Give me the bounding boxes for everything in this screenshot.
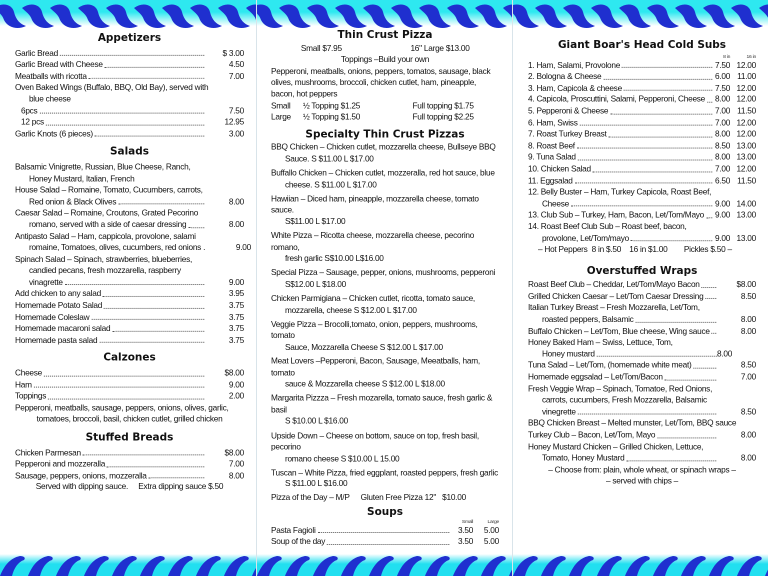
item-name: Pasta Fagioli [271,524,316,535]
specialty-pizza [271,142,499,165]
menu-item [528,60,756,72]
menu-item [528,163,756,175]
price-8in: 9.00 [715,198,731,209]
item-description: 12. Belly Buster – Ham, Turkey Capicola, Roast Beef, [528,186,712,197]
item-price: 8.00 [740,325,756,336]
small-pizza-price: Small $7.95 [300,42,342,53]
gluten-free-pizza: Gluten Free Pizza 12" $10.00 [360,492,466,503]
large-price: 5.00 [483,524,499,535]
item-price: 8.50 [740,360,756,371]
size-label: Small [271,100,291,111]
item-name: Grilled Chicken Caesar – Let/Tom Caesar Dressing [528,290,704,301]
pizza-sizes [271,43,499,55]
wave-border-top [513,0,768,32]
toppings-list: Pepperoni, meatballs, sausage, peppers, onions, olives, garlic, [15,402,229,413]
item-name: Soup of the day [271,536,326,547]
item-name: vinegrette [541,406,576,417]
size-large-label: Large [487,518,499,525]
pizza-price: sauce & Mozzarella cheese S $12.00 L $18.00 [284,378,445,389]
item-name: Honey mustard [541,348,595,359]
item-price: 3.95 [228,288,244,299]
menu-item [15,470,244,482]
specialty-pizza [271,167,499,190]
size-small-label: Small [461,518,474,525]
item-description: Antipasto Salad – Ham, cappicola, provolone, salami [15,230,196,241]
item-name: Garlic Knots (6 pieces) [15,128,93,139]
item-name: Red onion & Black Olives [28,196,117,207]
toppings-list: Pepperoni, meatballs, onions, peppers, tomatos, sausage, black olives, mushrooms, broccoli, chicken cutlet, ham, pineapple, bacon, hot peppers [271,65,491,99]
item-price: $8.00 [224,446,244,457]
item-price: 9.00 [235,242,251,253]
dressing-list: Honey Mustard, Italian, French [28,172,135,183]
price-8in: 7.00 [715,117,731,128]
item-name: Tuna Salad – Let/Tom, (homemade white meat) [528,360,692,371]
item-name: Add chicken to any salad [15,288,101,299]
item-name: 2. Bologna & Cheese [528,71,602,82]
menu-item [528,233,756,245]
pizza-description: Tuscan – White Pizza, fried eggplant, roasted peppers, fresh garlic [271,467,498,478]
menu-item [528,83,756,95]
pizza-description: Margarita Pizzza – Fresh mozarella, tomato sauce, fresh garlic & basil [271,392,493,415]
item-name: 7. Roast Turkey Breast [528,128,607,139]
sub-extras: – Hot Peppers 8 in $.50 16 in $1.00 Pickles $.50 – [537,244,732,255]
menu-item [528,314,756,326]
pizza-description: Buffallo Chicken – Chicken cutlet, mozzeralla, red hot sauce, blue [271,167,495,178]
half-topping-price: ½ Topping $1.25 [302,100,361,111]
item-name: 12 pcs [20,116,44,127]
price-8in: 9.00 [715,209,731,220]
item-name: Toppings [15,390,47,401]
menu-item [15,288,244,300]
section-title-stuffed-breads: Stuffed Breads [85,431,174,444]
price-16in: 12.00 [736,117,756,128]
menu-item [15,128,244,140]
item-price: 7.50 [228,105,244,116]
item-name: 13. Club Sub – Turkey, Ham, Bacon, Let/Tom/Mayo [528,209,705,220]
pizza-price: mozzarella, cheese S $12.00 L $17.00 [284,304,417,315]
price-8in: 9.00 [715,232,731,243]
pizza-price: S $11.00 L $16.00 [284,478,348,489]
item-name: 6. Ham, Swiss [528,117,578,128]
pizza-description: White Pizza – Ricotta cheese, mozzarella cheese, pecorino romano, [271,230,475,252]
item-name: Garlic Bread [15,47,58,58]
pizza-price: Sauce, Mozzarella Cheese S $12.00 L $17.00 [284,341,443,352]
item-description: Honey Baked Ham – Swiss, Lettuce, Tom, [528,337,673,348]
item-name: 1. Ham, Salami, Provolone [528,59,621,70]
menu-item [15,59,244,71]
section-title-soups: Soups [367,506,403,519]
item-name: Homemade pasta salad [15,334,98,345]
item-name: Pepperoni and mozzeralla [15,458,106,469]
menu-item [271,525,499,537]
menu-item [528,279,756,291]
item-price: 2.00 [228,390,244,401]
pizza-description: Upside Down – Cheese on bottom, sauce on top, fresh basil, pecorino [271,429,479,452]
large-pizza-price: 16" Large $13.00 [410,42,470,53]
item-description: House Salad – Romaine, Tomato, Cucumbers, carrots, [15,184,203,195]
item-price: 8.00 [740,313,756,324]
item-name: 6pcs [20,105,38,116]
item-description: Oven Baked Wings (Buffalo, BBQ, Old Bay), served with [15,82,209,93]
price-16in: 13.00 [736,209,756,220]
menu-item [15,459,244,471]
item-name: Cheese [541,198,569,209]
item-price: $8.00 [736,279,756,290]
menu-item [528,291,756,303]
item-name: vinagrette [28,276,63,287]
left-column-content [15,30,251,548]
specialty-pizza [271,230,499,265]
item-price: 7.00 [228,70,244,81]
menu-item [15,379,244,391]
topping-price-row [271,112,499,124]
pizza-of-the-day: Pizza of the Day – M/P [271,492,350,503]
pizza-description: Hawiian – Diced ham, pineapple, mozzarella cheese, tomato sauce. [271,193,479,215]
menu-item [15,312,244,324]
menu-item [528,453,756,465]
wave-border-bottom [0,550,256,576]
menu-item [528,372,756,384]
item-description: 14. Roast Beef Club Sub – Roast beef, bacon, [528,221,687,232]
pizza-description: Meat Lovers –Pepperoni, Bacon, Sausage, Meeatballs, ham, tomato [271,355,480,378]
price-16in: 12.00 [736,128,756,139]
item-name: Sausage, peppers, onions, mozzeralla [15,470,147,481]
large-price: 5.00 [483,536,499,547]
menu-item [528,71,756,83]
dipping-sauce-note: Served with dipping sauce. Extra dipping sauce $.50 [35,481,224,492]
menu-panel-left [0,0,256,576]
item-name: 4. Capicola, Proscuttini, Salami, Pepperoni, Cheese [528,94,706,105]
wave-pattern-icon [0,0,256,32]
item-price: 3.75 [228,300,244,310]
item-name: Cheese [15,367,43,378]
item-price: 3.75 [228,334,244,345]
wave-pattern-icon [0,550,256,576]
center-column-content [271,28,499,548]
price-8in: 8.00 [715,94,731,105]
item-price: 8.00 [740,429,756,440]
wave-pattern-icon [513,550,768,576]
price-8in: 8.50 [715,140,731,151]
item-name: 10. Chicken Salad [528,163,591,174]
price-16in: 11.50 [737,105,756,116]
pizza-price: S$11.00 L $17.00 [284,216,346,227]
menu-item [15,447,244,459]
item-price: 8.00 [716,348,733,359]
item-price: 3.75 [228,311,244,322]
specialty-pizza [271,267,499,290]
item-name: Homemade macaroni salad [15,323,111,334]
item-price: 4.50 [228,59,244,70]
size-8in-label: 8 in [723,53,731,60]
item-name: 8. Roast Beef [528,140,575,151]
menu-item [528,429,756,441]
menu-item [15,242,251,254]
full-topping-price: Full topping $1.75 [412,100,474,111]
item-price: 7.00 [740,371,756,382]
item-name: 9. Tuna Salad [528,151,576,162]
menu-item [15,105,244,117]
menu-item [15,117,244,129]
item-description: candied pecans, fresh mozzarella, raspberry [28,265,181,276]
item-price: 9.00 [228,379,244,390]
pizza-extras [271,493,499,505]
wave-border-bottom [513,550,768,576]
half-topping-price: ½ Topping $1.50 [302,111,361,122]
menu-item [15,48,244,60]
menu-item [528,94,756,106]
item-name: 11. Eggsalad [528,174,573,185]
price-16in: 12.00 [736,82,756,93]
pizza-description: Special Pizza – Sausage, pepper, onions, mushrooms, pepperoni [271,267,496,278]
price-16in: 13.00 [736,232,756,243]
menu-item [528,360,756,372]
wave-border-top [0,0,256,32]
size-label: Large [271,111,291,122]
item-price: 3.75 [228,323,244,334]
right-column-content [528,36,756,548]
served-with-chips-note: – served with chips – [606,475,678,486]
item-name: Ham [15,379,32,390]
price-8in: 8.00 [715,151,731,162]
item-description: Italian Turkey Breast – Fresh Mozzarella, Let/Tom, [528,302,700,313]
menu-item [15,335,244,347]
item-name: 3. Ham, Capicola & cheese [528,82,622,93]
menu-item [528,140,756,152]
menu-item [15,71,244,83]
menu-item [15,196,244,208]
price-16in: 13.00 [736,151,756,162]
menu-item [528,129,756,141]
menu-item [15,277,244,289]
full-topping-price: Full topping $2.25 [412,111,474,122]
item-price: 3.00 [228,128,244,139]
pizza-price: S$12.00 L $18.00 [284,278,346,289]
item-price: 9.00 [228,276,244,287]
price-16in: 12.00 [736,59,756,70]
toppings-list: tomatoes, broccoli, basil, chicken cutlet, grilled chicken [36,413,223,424]
item-description: Honey Mustard Chicken – Grilled Chicken, Lettuce, [528,441,704,451]
specialty-pizza [271,430,499,465]
price-16in: 12.00 [736,94,756,105]
menu-item [271,536,499,548]
price-8in: 7.50 [715,59,731,70]
menu-item [528,152,756,164]
item-price: 8.00 [740,452,756,463]
size-16in-label: 16 in [746,53,756,60]
section-title-calzones: Calzones [103,352,156,365]
wave-pattern-icon [257,550,512,576]
item-price: 8.50 [740,406,756,417]
section-title-thin-crust: Thin Crust Pizza [337,28,433,41]
item-price: 7.00 [228,458,244,469]
item-name: Homemade eggsalad – Let/Tom/Bacon [528,371,663,382]
item-price: 8.00 [228,470,244,481]
item-price: 8.50 [740,290,756,301]
section-title-wraps: Overstuffed Wraps [586,264,698,277]
section-title-cold-subs: Giant Boar's Head Cold Subs [557,38,727,51]
item-description: Caesar Salad – Romaine, Croutons, Grated Pecorino [15,207,199,218]
menu-item [528,326,756,338]
price-8in: 8.00 [715,128,731,139]
item-name: Roast Beef Club – Cheddar, Let/Tom/Mayo Bacon [528,279,700,290]
menu-item [528,210,756,222]
item-name: 5. Pepperoni & Cheese [528,105,609,116]
pizza-price: romano cheese S $10.00 L 15.00 [284,453,400,464]
menu-item [15,300,244,312]
menu-item [528,349,756,361]
specialty-pizza [271,467,499,490]
small-price: 3.50 [457,536,474,547]
item-description: Fresh Veggie Wrap – Spinach, Tomatoe, Red Onions, [528,383,713,394]
pizza-price: fresh garlic S$10.00 L$16.00 [284,253,384,264]
menu-panel-right [512,0,768,576]
price-16in: 14.00 [736,198,756,209]
pizza-price: Sauce. S $11.00 L $17.00 [284,153,374,164]
item-name: romano, served with a side of caesar dressing [28,219,187,230]
item-name: roasted peppers, Balsamic [541,313,634,324]
menu-panel-center [256,0,512,576]
menu-item [528,106,756,118]
section-title-specialty-pizzas: Specialty Thin Crust Pizzas [305,128,465,141]
item-description: Spinach Salad – Spinach, strawberries, blueberries, [15,253,193,264]
item-name: Buffalo Chicken – Let/Tom, Blue cheese, Wing sauce [528,325,710,336]
specialty-pizza [271,293,499,316]
section-title-appetizers: Appetizers [97,31,162,44]
menu-item [15,323,244,335]
price-16in: 12.00 [736,163,756,174]
price-8in: 6.50 [715,174,731,185]
item-price: 12.95 [224,116,244,127]
item-description: carrots, cucumbers, Fresh Mozzarella, Balsamic [541,394,707,405]
toppings-title: Toppings –Build your own [340,54,430,65]
item-price: 8.00 [228,196,244,207]
pizza-price: S $10.00 L $16.00 [284,415,348,426]
menu-item [528,117,756,129]
price-8in: 7.00 [715,105,731,116]
item-description: blue cheese [28,93,71,104]
price-16in: 13.00 [736,140,756,151]
menu-item [528,198,756,210]
small-price: 3.50 [457,524,474,535]
price-16in: 11.00 [737,71,756,82]
item-name: Meatballs with ricotta [15,70,87,81]
pizza-description: Veggie Pizza – Brocolli,tomato, onion, peppers, mushrooms, tomato [271,318,478,341]
pizza-price: cheese. S $11.00 L $17.00 [284,179,377,190]
menu-item [15,219,244,231]
item-name: Turkey Club – Bacon, Let/Tom, Mayo [528,429,656,440]
topping-price-row [271,100,499,112]
price-16in: 11.50 [737,174,756,185]
specialty-pizza [271,319,499,354]
pizza-description: Chicken Parmigiana – Chicken cutlet, ricotta, tomato sauce, [271,292,475,303]
menu-item [528,406,756,418]
wave-pattern-icon [513,0,768,32]
specialty-pizza [271,356,499,391]
price-8in: 6.00 [715,71,731,82]
menu-item [15,368,244,380]
dressing-list: Balsamic Vinigrette, Russian, Blue Cheese, Ranch, [15,161,191,172]
pizza-description: BBQ Chicken – Chicken cutlet, mozzarella cheese, Bullseye BBQ [271,141,496,152]
item-name: Garlic Bread with Cheese [15,59,103,70]
wave-border-bottom [257,550,512,576]
item-name: Homemade Potato Salad [15,300,103,310]
specialty-pizza [271,193,499,228]
wrap-choice-note: – Choose from: plain, whole wheat, or spinach wraps – [548,464,736,475]
item-description: BBQ Chicken Breast – Melted munster, Let/Tom, BBQ sauce [528,417,737,428]
item-name: Chicken Parmesan [15,446,81,457]
item-name: Tomato, Honey Mustard [541,452,625,463]
menu-item [15,391,244,403]
item-price: 8.00 [228,219,244,230]
item-name: provolone, Let/Tom/mayo [541,232,630,243]
section-title-salads: Salads [110,145,149,158]
item-name: romaine, Tomatoes, olives, cucumbers, red onions . [28,242,206,253]
menu-item [528,175,756,187]
specialty-pizza [271,393,499,428]
item-name: Homemade Coleslaw [15,311,90,322]
item-price: $8.00 [224,367,244,378]
price-8in: 7.50 [715,82,731,93]
price-8in: 7.00 [715,163,731,174]
item-price: $ 3.00 [222,47,244,58]
